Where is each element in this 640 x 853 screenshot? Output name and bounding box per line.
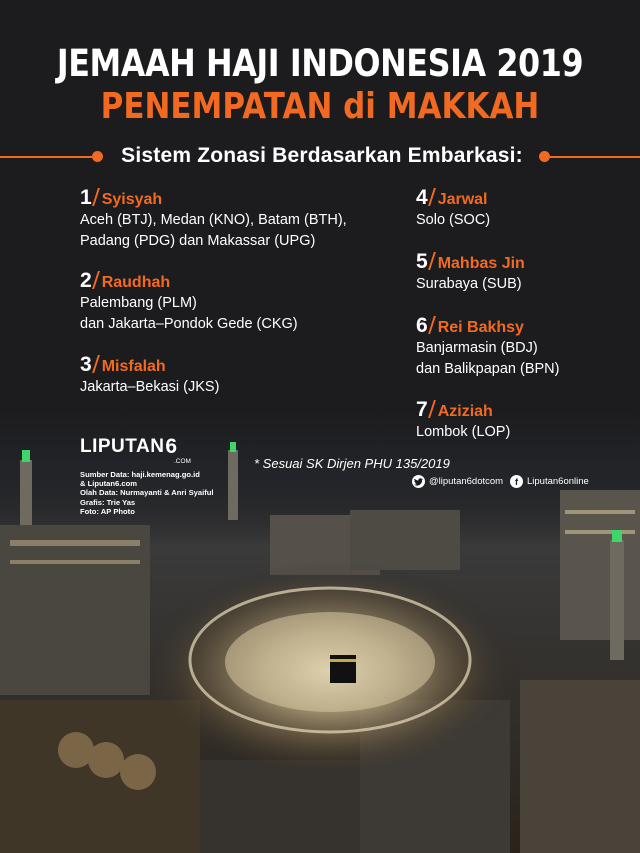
twitter-icon — [412, 475, 425, 488]
sector-embarkation: Palembang (PLM) — [80, 295, 197, 311]
slash-mark — [92, 355, 100, 373]
credit-line: Grafis: Trie Yas — [80, 497, 136, 507]
facebook-text: Liputan6online — [527, 476, 589, 487]
sector-embarkation: Solo (SOC) — [416, 212, 491, 228]
sector-embarkation: Surabaya (SUB) — [416, 276, 522, 292]
slash-mark — [92, 188, 100, 206]
sector-name: Jarwal — [437, 191, 488, 208]
credit-line: Olah Data: Nurmayanti & Anri Syaiful — [80, 488, 214, 498]
sector-number: 1 — [80, 186, 92, 209]
slash-mark — [428, 400, 436, 418]
divider-right — [550, 156, 640, 158]
slash-mark — [428, 188, 436, 206]
twitter-handle — [412, 475, 503, 488]
sector-number: 6 — [416, 314, 428, 337]
sector-number: 4 — [416, 186, 428, 209]
facebook-icon: f — [510, 475, 523, 488]
logo-digit: 6 — [165, 435, 178, 458]
twitter-text: @liputan6dotcom — [429, 476, 504, 487]
facebook-handle — [510, 475, 589, 488]
slash-mark — [92, 271, 100, 289]
slash-mark — [428, 316, 436, 334]
sector-embarkation: Jakarta–Bekasi (JKS) — [80, 379, 220, 395]
main-subtitle: PENEMPATAN di MAKKAH — [100, 86, 540, 127]
credit-line: & Liputan6.com — [80, 479, 137, 489]
main-title: JEMAAH HAJI INDONESIA 2019 — [56, 42, 584, 85]
sector-name: Misfalah — [101, 358, 166, 375]
divider-dot-right — [539, 151, 550, 162]
sector-embarkation: dan Jakarta–Pondok Gede (CKG) — [80, 316, 298, 332]
sector-number: 7 — [416, 398, 428, 421]
sector-name: Rei Bakhsy — [437, 319, 524, 336]
section-title: Sistem Zonasi Berdasarkan Embarkasi: — [121, 144, 523, 167]
liputan6-logo — [80, 435, 191, 465]
sector-embarkation: Aceh (BTJ), Medan (KNO), Batam (BTH), — [80, 212, 347, 228]
sector-number: 2 — [80, 269, 92, 292]
sector-embarkation: Lombok (LOP) — [416, 424, 511, 440]
sector-name: Mahbas Jin — [437, 255, 525, 272]
slash-mark — [428, 252, 436, 270]
sector-name: Aziziah — [437, 403, 493, 420]
sector-aziziah — [416, 398, 510, 443]
sector-syisyah — [80, 186, 347, 252]
sector-name: Syisyah — [101, 191, 163, 208]
sector-jarwal — [416, 186, 490, 231]
sector-number: 3 — [80, 353, 92, 376]
footnote: * Sesuai SK Dirjen PHU 135/2019 — [254, 456, 450, 471]
sector-embarkation: Banjarmasin (BDJ) — [416, 340, 538, 356]
divider-left — [0, 156, 92, 158]
sector-raudhah — [80, 269, 298, 335]
credits — [80, 470, 260, 516]
sector-embarkation: dan Balikpapan (BPN) — [416, 361, 560, 377]
sector-misfalah — [80, 353, 219, 398]
sector-number: 5 — [416, 250, 428, 273]
credit-line: Foto: AP Photo — [80, 506, 135, 516]
logo-word: LIPUTAN — [80, 436, 165, 457]
divider-dot-left — [92, 151, 103, 162]
credit-line: Sumber Data: haji.kemenag.go.id — [80, 470, 200, 479]
sector-mahbas-jin — [416, 250, 525, 295]
sector-name: Raudhah — [101, 274, 171, 291]
sector-embarkation: Padang (PDG) dan Makassar (UPG) — [80, 233, 316, 249]
logo-suffix: .COM — [174, 458, 191, 465]
sector-rei-bakhsy — [416, 314, 559, 380]
